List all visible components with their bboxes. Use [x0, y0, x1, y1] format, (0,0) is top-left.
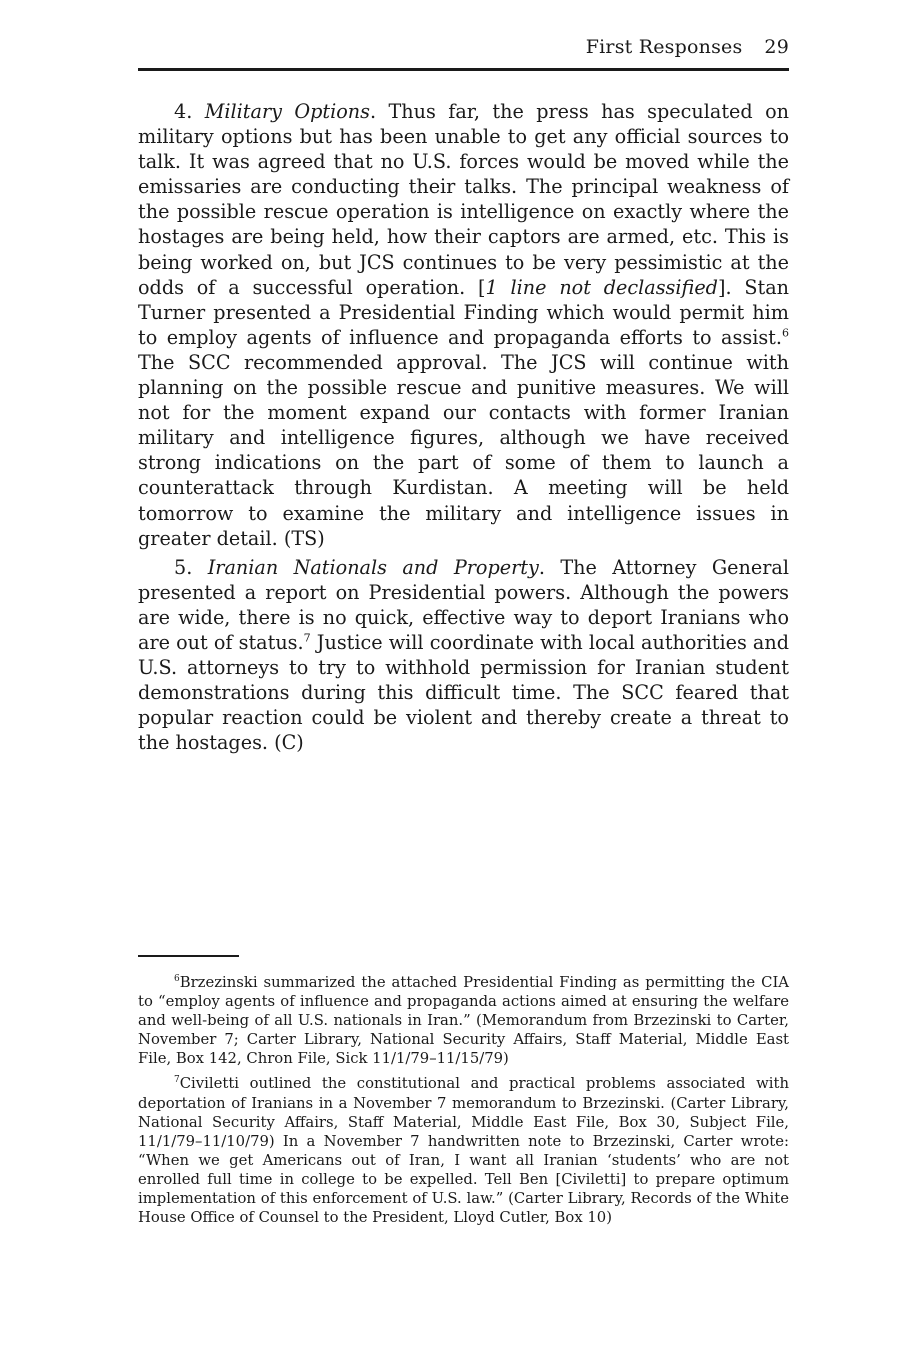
- body-text: [138, 99, 789, 759]
- footnotes: [138, 973, 789, 1233]
- footnote: [138, 1074, 789, 1227]
- footnote-text: Brzezinski summarized the attached Presidential Finding as permitting the CIA to “employ agents of influence and propaganda actions aimed at ensuring the welfare and well-being of all U.S. nationals in Iran.” (Memorandum from Brzezinski to Carter, November 7; Carter Library, National Security Affairs, Staff Material, Middle East File, Box 142, Chron File, Sick 11/1/79–11/15/79): [138, 974, 789, 1068]
- footnote-separator: [138, 955, 239, 957]
- paragraph-text: Justice will coordinate with local authorities and U.S. attorneys to try to withhold permission for Iranian student demonstrations during this difficult time. The SCC feared that popular reaction could be violent and thereby create a threat to the hostages. (C): [138, 630, 789, 755]
- paragraph-military-options: [138, 99, 789, 551]
- page-number: 29: [764, 36, 789, 58]
- header-rule: [138, 68, 789, 71]
- paragraph-heading: Military Options: [204, 100, 370, 123]
- paragraph-text: . The Attorney General presented a report on Presidential powers. Although the powers are wide, there is no quick, effective way to deport Iranians who are out of status.: [138, 555, 789, 654]
- paragraph-text: ]. Stan Turner presented a Presidential Finding which would permit him to employ agents of influence and propaganda efforts to assist.: [138, 275, 790, 349]
- footnote-reference[interactable]: 6: [782, 326, 789, 340]
- paragraph-number: 5.: [174, 555, 193, 579]
- section-title: First Responses: [585, 36, 743, 58]
- footnote-marker: 6: [174, 974, 180, 985]
- footnote-marker: 7: [174, 1075, 180, 1086]
- footnote: [138, 973, 789, 1068]
- paragraph-number: 4.: [174, 100, 193, 123]
- running-head: [138, 36, 789, 66]
- paragraph-text: . Thus far, the press has speculated on military options but has been unable to get any official sources to talk. It was agreed that no U.S. forces would be moved while the emissaries are conducting their talks. The principal weakness of the possible rescue operation is intelligence on exactly where the hostages are being held, how their captors are armed, etc. This is being worked on, but JCS continues to be very pessimistic at the odds of a successful operation. [: [138, 100, 789, 299]
- paragraph-iranian-nationals: [138, 555, 789, 756]
- footnote-text: Civiletti outlined the constitutional and practical problems associated with deportation of Iranians in a November 7 memorandum to Brzezinski. (Carter Library, National Security Affairs, Staff Material, Middle East File, Box 30, Subject File, 11/1/79–11/10/79) In a November 7 handwritten note to Brzezinski, Carter wrote: “When we get Americans out of Iran, I want all Iranian ‘students’ who are not enrolled full time in college to be expelled. Tell Ben [Civiletti] to prepare optimum implementation of this enforcement of U.S. law.” (Carter Library, Records of the White House Office of Counsel to the President, Lloyd Cutler, Box 10): [138, 1075, 789, 1227]
- paragraph-text: The SCC recommended approval. The JCS will continue with planning on the possible rescue and punitive measures. We will not for the moment expand our contacts with former Iranian military and intelligence figures, although we have received strong indications on the part of some of them to launch a counterattack through Kurdistan. A meeting will be held tomorrow to examine the military and intelligence issues in greater detail. (TS): [138, 350, 789, 550]
- paragraph-heading: Iranian Nationals and Property: [207, 555, 539, 579]
- redaction-note: 1 line not declassified: [485, 275, 718, 299]
- footnote-reference[interactable]: 7: [303, 631, 311, 645]
